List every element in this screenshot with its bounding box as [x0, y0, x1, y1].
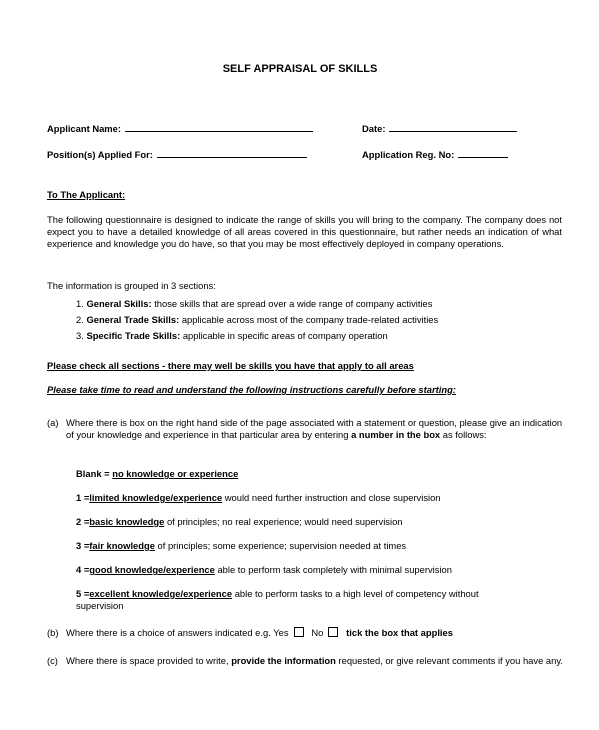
instruction-c-text-part1: Where there is space provided to write, — [66, 655, 229, 666]
scale-desc: able to perform tasks to a high level of competency without supervision — [76, 588, 479, 611]
scale-blank-desc: no knowledge or experience — [112, 468, 239, 479]
instruction-c-text — [66, 655, 565, 667]
section-num: 3. — [76, 330, 84, 341]
instruction-a — [47, 417, 565, 441]
applicant-name-field[interactable] — [47, 122, 313, 135]
positions-field[interactable] — [47, 148, 307, 161]
scale-term: basic knowledge — [89, 516, 165, 527]
instruction-b-bold: tick the box that applies — [346, 627, 453, 638]
instruction-a-bold: a number in the box — [351, 429, 441, 440]
instruction-b-text-body: Where there is a choice of answers indicated e.g. Yes — [66, 627, 289, 638]
date-field[interactable] — [362, 122, 517, 135]
date-line[interactable] — [389, 122, 517, 132]
to-applicant-heading: To The Applicant: — [47, 189, 126, 200]
section-item — [76, 314, 438, 330]
yes-checkbox[interactable] — [294, 627, 304, 637]
instruction-a-tag: (a) — [47, 417, 59, 428]
section-name: Specific Trade Skills: — [86, 330, 181, 341]
scale-term: limited knowledge/experience — [89, 492, 223, 503]
scale-term: fair knowledge — [89, 540, 155, 551]
scale-row — [76, 564, 546, 588]
app-reg-field[interactable] — [362, 148, 508, 161]
sections-list — [76, 298, 438, 346]
positions-label: Position(s) Applied For: — [47, 149, 153, 160]
take-time-note: Please take time to read and understand the following instructions carefully before starting: — [47, 384, 456, 395]
section-num: 1. — [76, 298, 84, 309]
scale-row — [76, 540, 546, 564]
instruction-a-text-part2: as follows: — [442, 429, 487, 440]
section-item — [76, 298, 438, 314]
scale-num: 3 = — [76, 540, 90, 551]
scale-desc: would need further instruction and close supervision — [224, 492, 441, 503]
scale-desc: able to perform task completely with minimal supervision — [217, 564, 452, 575]
scale-row — [76, 516, 546, 540]
section-desc: those skills that are spread over a wide range of company activities — [154, 298, 433, 309]
scale-row — [76, 492, 546, 516]
instruction-c-tag: (c) — [47, 655, 58, 666]
positions-line[interactable] — [157, 148, 307, 158]
scale-row — [76, 588, 526, 612]
section-item — [76, 330, 438, 346]
scale-blank-label: Blank = — [76, 468, 110, 479]
instruction-c-text-part2: requested, or give relevant comments if you have any. — [338, 655, 563, 666]
instruction-c-bold: provide the information — [231, 655, 336, 666]
section-desc: applicable across most of the company trade-related activities — [181, 314, 439, 325]
section-name: General Skills: — [86, 298, 152, 309]
app-reg-label: Application Reg. No: — [362, 149, 455, 160]
applicant-name-label: Applicant Name: — [47, 123, 121, 134]
check-all-note: Please check all sections - there may well be skills you have that apply to all areas — [47, 360, 414, 371]
section-desc: applicable in specific areas of company operation — [182, 330, 388, 341]
scale-desc: of principles; some experience; supervision needed at times — [157, 540, 407, 551]
section-num: 2. — [76, 314, 84, 325]
applicant-name-line[interactable] — [125, 122, 313, 132]
no-checkbox[interactable] — [328, 627, 338, 637]
intro-paragraph: The following questionnaire is designed to indicate the range of skills you will bring to the company. The company does not expect you to have a detailed knowledge of all areas covered in this questionnaire, but rather needs an indication of what experience and knowledge you do have, so that you may be most effectively deployed in company operations. — [47, 214, 562, 249]
instruction-c — [47, 655, 565, 667]
scale-desc: of principles; no real experience; would need supervision — [166, 516, 403, 527]
scale-num: 4 = — [76, 564, 90, 575]
instruction-b-text — [66, 627, 565, 639]
scale-num: 5 = — [76, 588, 90, 599]
grouped-text: The information is grouped in 3 sections: — [47, 280, 216, 291]
instruction-b — [47, 627, 565, 639]
app-reg-line[interactable] — [458, 148, 508, 158]
scale-term: excellent knowledge/experience — [89, 588, 233, 599]
scale-row-blank — [76, 468, 546, 492]
section-name: General Trade Skills: — [86, 314, 180, 325]
no-label: No — [311, 627, 324, 638]
instruction-a-text-part1: Where there is box on the right hand side of the page associated with a statement or question, please give an indication of your knowledge and experience in that particular area by entering — [66, 417, 563, 440]
instruction-a-text — [66, 417, 565, 441]
instruction-b-tag: (b) — [47, 627, 59, 638]
scale-num: 2 = — [76, 516, 90, 527]
scale-num: 1 = — [76, 492, 90, 503]
rating-scale — [76, 468, 546, 612]
date-label: Date: — [362, 123, 386, 134]
scale-term: good knowledge/experience — [89, 564, 215, 575]
page-title: SELF APPRAISAL OF SKILLS — [222, 63, 378, 75]
